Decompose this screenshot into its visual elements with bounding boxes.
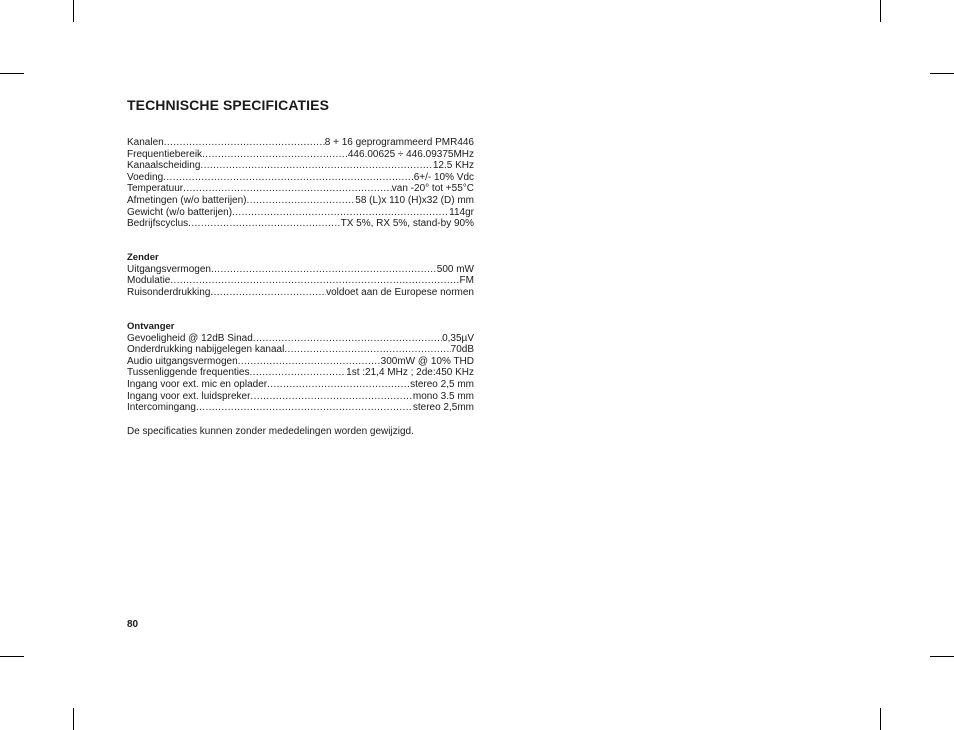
spec-label: Kanalen <box>127 137 164 148</box>
spec-value: stereo 2,5 mm <box>410 378 474 390</box>
leader-dots <box>284 344 450 356</box>
leader-dots <box>170 275 459 287</box>
spec-row <box>127 172 474 184</box>
crop-mark <box>930 73 954 74</box>
spec-label: Afmetingen (w/o batterijen) <box>127 194 247 206</box>
leader-dots <box>202 149 348 161</box>
spec-label: Modulatie <box>127 275 171 287</box>
leader-dots <box>200 160 432 172</box>
spec-value: 500 mW <box>436 263 474 275</box>
spec-label: Voeding <box>127 171 164 183</box>
spec-label: Tussenliggende frequenties <box>127 367 250 379</box>
section-heading: Ontvanger <box>127 321 175 332</box>
spec-value: 0,35µV <box>442 332 474 344</box>
leader-dots <box>163 172 414 184</box>
spec-label: Frequentiebereik <box>127 148 203 160</box>
section-heading: Zender <box>127 252 159 263</box>
spec-row <box>127 402 474 414</box>
crop-mark <box>73 0 74 22</box>
leader-dots <box>247 195 356 207</box>
page-number: 80 <box>127 619 139 630</box>
spec-value: 70dB <box>450 344 474 356</box>
spec-row <box>127 344 474 356</box>
spec-label: Bedrijfscyclus <box>127 218 189 230</box>
spec-label: Temperatuur <box>127 183 184 195</box>
disclaimer-note: De specificaties kunnen zonder mededelingen worden gewijzigd. <box>127 426 414 437</box>
spec-value: van -20° tot +55°C <box>391 183 474 195</box>
spec-value: 6+/- 10% Vdc <box>413 171 474 183</box>
leader-dots <box>211 264 437 276</box>
crop-mark <box>930 656 954 657</box>
spec-label: Kanaalscheiding <box>127 160 201 172</box>
spec-row <box>127 207 474 219</box>
leader-dots <box>232 207 449 219</box>
spec-row <box>127 195 474 207</box>
spec-row <box>127 356 474 368</box>
spec-label: Gevoeligheid @ 12dB Sinad <box>127 332 253 344</box>
leader-dots <box>188 218 340 230</box>
spec-value: stereo 2,5mm <box>412 402 474 414</box>
spec-label: Audio uitgangsvermogen <box>127 355 238 367</box>
spec-value: TX 5%, RX 5%, stand-by 90% <box>340 218 474 230</box>
spec-row <box>127 391 474 403</box>
spec-row <box>127 379 474 391</box>
spec-label: Ingang voor ext. mic en oplader <box>127 378 268 390</box>
leader-dots <box>210 287 326 299</box>
leader-dots <box>267 379 410 391</box>
spec-label: Uitgangsvermogen <box>127 263 211 275</box>
spec-row <box>127 333 474 345</box>
spec-value: 446.00625 ÷ 446.09375MHz <box>347 148 474 160</box>
spec-label: Ingang voor ext. luidspreker <box>127 390 251 402</box>
spec-row <box>127 149 474 161</box>
leader-dots <box>250 391 412 403</box>
crop-mark <box>880 0 881 22</box>
spec-label: Ruisonderdrukking <box>127 286 211 298</box>
spec-row <box>127 160 474 172</box>
spec-value: 300mW @ 10% THD <box>380 355 474 367</box>
zender-specs <box>127 252 474 298</box>
crop-mark <box>73 708 74 730</box>
spec-value: FM <box>459 275 474 287</box>
spec-value: 1st :21,4 MHz ; 2de:450 KHz <box>346 367 474 379</box>
spec-row <box>127 287 474 299</box>
crop-mark <box>0 656 24 657</box>
spec-row <box>127 275 474 287</box>
spec-value: voldoet aan de Europese normen <box>326 286 474 298</box>
spec-row <box>127 264 474 276</box>
leader-dots <box>164 137 325 149</box>
ontvanger-specs <box>127 321 474 414</box>
leader-dots <box>253 333 442 345</box>
spec-row <box>127 218 474 230</box>
spec-value: 12.5 KHz <box>432 160 474 172</box>
general-specs <box>127 137 474 230</box>
spec-value: 114gr <box>449 206 474 218</box>
spec-value: mono 3.5 mm <box>412 390 474 402</box>
spec-value: 58 (L)x 110 (H)x32 (D) mm <box>355 194 474 206</box>
crop-mark <box>880 708 881 730</box>
leader-dots <box>183 183 392 195</box>
leader-dots <box>196 402 413 414</box>
page-title: TECHNISCHE SPECIFICATIES <box>127 97 330 113</box>
spec-value: 8 + 16 geprogrammeerd PMR446 <box>324 137 474 148</box>
spec-row <box>127 137 474 149</box>
spec-row <box>127 367 474 379</box>
spec-label: Gewicht (w/o batterijen) <box>127 206 233 218</box>
leader-dots <box>250 367 347 379</box>
leader-dots <box>238 356 381 368</box>
spec-label: Onderdrukking nabijgelegen kanaal <box>127 344 285 356</box>
spec-label: Intercomingang <box>127 402 196 414</box>
crop-mark <box>0 73 24 74</box>
spec-row <box>127 183 474 195</box>
